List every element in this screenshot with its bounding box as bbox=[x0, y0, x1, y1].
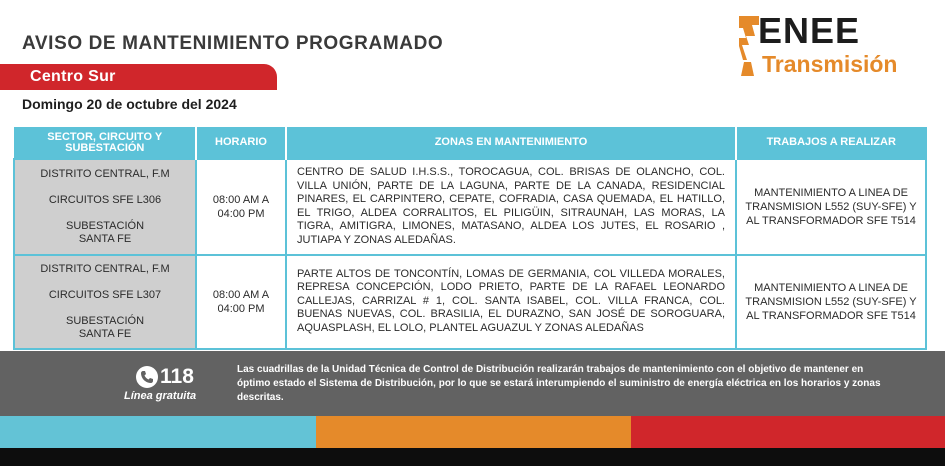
footer-notice-bar bbox=[0, 351, 945, 416]
sector-cell bbox=[14, 159, 196, 255]
phone-icon bbox=[136, 366, 158, 388]
maintenance-table bbox=[13, 127, 927, 350]
works-cell: MANTENIMIENTO A LINEA DE TRANSMISION L552 (SUY-SFE) Y AL TRANSFORMADOR SFE T514 bbox=[736, 255, 926, 349]
header-sector: SECTOR, CIRCUITO Y SUBESTACIÓN bbox=[14, 128, 196, 159]
hotline-number: 118 bbox=[160, 365, 194, 388]
sector-cell bbox=[14, 255, 196, 349]
enee-logo bbox=[736, 10, 926, 80]
schedule-cell bbox=[196, 255, 286, 349]
zones-cell: CENTRO DE SALUD I.H.S.S., TOROCAGUA, COL. BRISAS DE OLANCHO, COL. VILLA UNIÓN, PARTE DE LA LAGUNA, PARTE DE LA CANADA, RESIDENCIAL PINARES, EL CARPINTERO, CEPATE, COFRADIA, CASA QUEMADA, EL HATILLO, EL TRIGO, ALDEA CORRALITOS, EL PILIGÜIN, SITRAUNAH, LAS MORAS, LA TIGRA, AMITIGRA, LIMONES, MATASANO, ALDEA LOS JUTES, EL ROSARIO , JUTIAPA Y ZONAS ALEDAÑAS. bbox=[286, 159, 736, 255]
substation-label: SUBESTACIÓN bbox=[65, 219, 145, 232]
stripe-orange bbox=[316, 416, 631, 448]
schedule-cell bbox=[196, 159, 286, 255]
maintenance-notice-text: Las cuadrillas de la Unidad Técnica de Control de Distribución realizarán trabajos de mantenimiento con el objetivo de mantener en óptimo estado el Sistema de Distribución, por lo que se estará interumpiendo el suministro de energía eléctrica en los horarios y zonas descritas. bbox=[237, 364, 881, 403]
zones-cell: PARTE ALTOS DE TONCONTÍN, LOMAS DE GERMANIA, COL VILLEDA MORALES, REPRESA CONCEPCIÓN, LODO PRIETO, PARTE DE LA RAFAEL LEONARDO CALLEJAS, CARRIZAL # 1, COL. SANTA ISABEL, COL. VILLA FRANCA, COL. BUENAS NUEVAS, COL. BRASILIA, EL DURAZNO, SAN JOSÉ DE SOROGUARA, AQUASPLASH, EL LOLO, PLANTEL AGUAZUL Y ZONAS ALEDAÑAS bbox=[286, 255, 736, 349]
schedule-end: 04:00 PM bbox=[217, 302, 265, 315]
schedule-start: 08:00 AM A bbox=[212, 288, 270, 301]
tower-logo-icon bbox=[738, 16, 760, 76]
table-row bbox=[14, 255, 926, 349]
header-horario: HORARIO bbox=[196, 128, 286, 159]
region-banner bbox=[0, 64, 277, 90]
schedule-end: 04:00 PM bbox=[217, 207, 265, 220]
logo-enee-text: ENEE bbox=[758, 10, 861, 51]
substation-label: SUBESTACIÓN bbox=[65, 314, 145, 327]
logo-transmision-text: Transmisión bbox=[762, 51, 898, 77]
circuit-name: CIRCUITOS SFE L307 bbox=[48, 288, 162, 301]
schedule-start: 08:00 AM A bbox=[212, 193, 270, 206]
stripe-cyan bbox=[0, 416, 316, 448]
substation-name: SANTA FE bbox=[78, 232, 132, 245]
circuit-name: CIRCUITOS SFE L306 bbox=[48, 193, 162, 206]
header-trabajos: TRABAJOS A REALIZAR bbox=[736, 128, 926, 159]
color-stripes bbox=[0, 416, 945, 448]
sector-name: DISTRITO CENTRAL, F.M bbox=[40, 262, 170, 275]
header-zonas: ZONAS EN MANTENIMIENTO bbox=[286, 128, 736, 159]
works-cell: MANTENIMIENTO A LINEA DE TRANSMISION L552 (SUY-SFE) Y AL TRANSFORMADOR SFE T514 bbox=[736, 159, 926, 255]
page-title: AVISO DE MANTENIMIENTO PROGRAMADO bbox=[22, 33, 444, 54]
hotline-label: Línea gratuita bbox=[124, 390, 197, 402]
table-row bbox=[14, 159, 926, 255]
table-header-row bbox=[14, 128, 926, 159]
maintenance-date: Domingo 20 de octubre del 2024 bbox=[22, 96, 237, 112]
region-label: Centro Sur bbox=[30, 68, 116, 85]
substation-name: SANTA FE bbox=[78, 327, 132, 340]
sector-name: DISTRITO CENTRAL, F.M bbox=[40, 167, 170, 180]
stripe-red bbox=[631, 416, 945, 448]
bottom-bar bbox=[0, 448, 945, 466]
